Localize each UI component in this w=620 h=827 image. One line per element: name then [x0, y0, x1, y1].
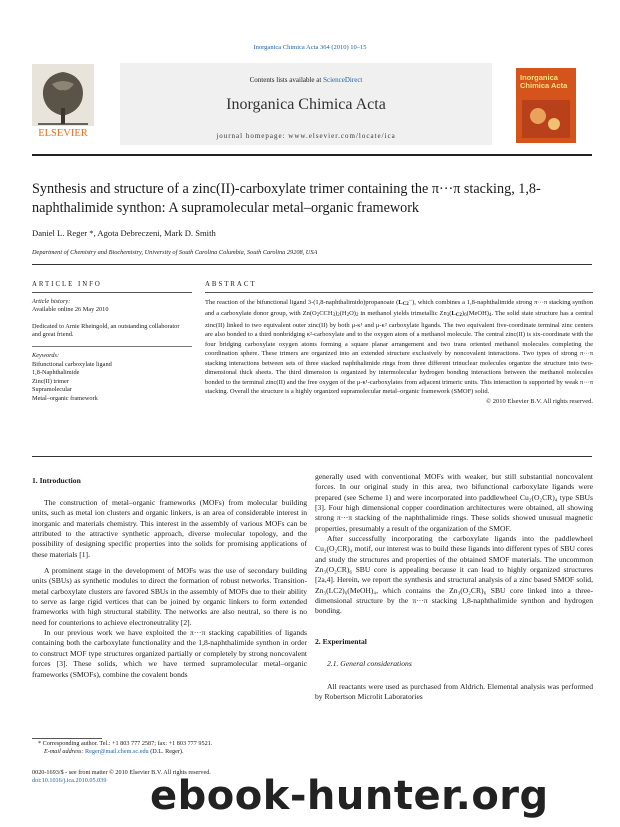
paragraph: All reactants were used as purchased from Aldrich. Elemental analysis was performed by Robertson Microlit Laboratories	[315, 681, 593, 701]
paragraph: A prominent stage in the development of MOFs was the use of secondary building units (SBUs) as synthetic modules to direct the formation of robust networks. Transition-metal carboxylate clusters are favored SBUs in the assembly of MOFs due to their ability to serve as large rigid vertices that can be joined by organic linkers to form extended frameworks with high structural stability. The networks are also neutral, so there is no need for counterions to achieve electroneutrality [2].	[32, 566, 307, 627]
body-right-column	[315, 472, 593, 702]
journal-reference[interactable]: Inorganica Chimica Acta 364 (2010) 10–15	[253, 44, 367, 51]
watermark-text: ebook-hunter.org	[150, 773, 549, 819]
abstract-bottom-rule	[32, 456, 592, 457]
abstract-heading: ABSTRACT	[205, 281, 257, 288]
cover-title-line-1: Inorganica	[520, 73, 558, 82]
journal-cover	[516, 68, 576, 143]
history-label: Article history:	[32, 298, 71, 305]
keyword: Metal–organic framework	[32, 394, 98, 402]
body-left-column	[32, 498, 307, 680]
footnote-rule	[32, 738, 102, 739]
issn-line: 0020-1693/$ - see front matter © 2010 Elsevier B.V. All rights reserved.	[32, 769, 211, 776]
email-link[interactable]: Reger@mail.chem.sc.edu	[85, 748, 149, 756]
paragraph: After successfully incorporating the carboxylate ligands into the paddlewheel Cu₂(O₂CR)₄ motif, our interest was to build these ligands into different types of SBU cores and study the structures and properties of the obtained SMOF materials. The uncommon Zn₃(O₂CR)₆ SBU core is appealing because it can lead to highly organized structures [2a,4]. Herein, we report the synthesis and structural analysis of a zinc based SMOF solid, Zn₃(LC2)₆(MeOH)₄, which contains the Zn₃(O₂CR)₆ SBU core linked into a three-dimensional structure by the π···π stacking 1,8-naphthalimide synthon and hydrogen bonding.	[315, 534, 593, 616]
paragraph: In our previous work we have exploited the π···π stacking capabilities of ligands containing both the carboxylate functionality and the 1,8-naphthalimide synthon in order to construct MOF type structures organized partially or completely by strong noncovalent forces [3]. These solids, which we have termed supramolecular metal–organic frameworks (SMOFs), combine the covalent bonds	[32, 628, 307, 679]
keyword: 1,8-Naphthalimide	[32, 369, 80, 377]
copyright: © 2010 Elsevier B.V. All rights reserved.	[486, 397, 593, 405]
intro-heading: 1. Introduction	[32, 476, 81, 485]
footnote	[32, 740, 307, 756]
elsevier-logo	[32, 64, 94, 142]
sciencedirect-link[interactable]: ScienceDirect	[323, 76, 363, 84]
email-line: E-mail address: Reger@mail.chem.sc.edu (D.L. Reger).	[44, 748, 184, 756]
elsevier-wordmark: ELSEVIER	[38, 128, 88, 139]
cover-title-line-2: Chimica Acta	[520, 81, 568, 90]
title-rule	[32, 264, 592, 265]
keyword: Supramolecular	[32, 386, 72, 394]
keywords-rule	[32, 346, 192, 347]
history-value: Available online 26 May 2010	[32, 306, 109, 313]
contents-line	[120, 76, 492, 84]
keywords-list	[32, 361, 192, 403]
keywords-label: Keywords:	[32, 352, 60, 359]
general-considerations-heading: 2.1. General considerations	[327, 659, 412, 669]
authors: Daniel L. Reger *, Agota Debreczeni, Mark D. Smith	[32, 228, 216, 238]
article-title: Synthesis and structure of a zinc(II)-carboxylate trimer containing the π···π stacking, 1,8-naphthalimide synthon: A supramolecular metal–organic framework	[32, 181, 541, 216]
affiliation: Department of Chemistry and Biochemistry, University of South Carolina Columbia, South Carolina 29208, USA	[32, 249, 318, 256]
article-info-rule	[32, 292, 192, 293]
experimental-heading: 2. Experimental	[315, 636, 367, 646]
keyword: Zinc(II) trimer	[32, 377, 69, 385]
journal-homepage[interactable]: journal homepage: www.elsevier.com/locate/ica	[216, 132, 396, 140]
journal-name: Inorganica Chimica Acta	[226, 96, 386, 113]
article-info-heading: ARTICLE INFO	[32, 281, 102, 288]
corresponding-author: * Corresponding author. Tel.: +1 803 777 2587; fax: +1 803 777 9521.	[38, 740, 213, 747]
contents-prefix: Contents lists available at	[249, 76, 324, 84]
paragraph: The construction of metal–organic frameworks (MOFs) from molecular building units, such as metal ion clusters and organic linkers, is an area of considerable interest in inorganic and materials chemistry. This interest in the assembly of various MOFs can be attributed to the attractive synthetic approach, diverse molecular topology, and the possibility of designing specific properties into the solids for promising applications of these materials [1].	[32, 498, 307, 559]
keyword: Bifunctional carboxylate ligand	[32, 361, 112, 368]
header-rule	[32, 154, 592, 156]
dedication: Dedicated to Arnie Rheingold, an outstanding collaborator and great friend.	[32, 323, 180, 339]
abstract-rule	[205, 292, 593, 293]
cover-art	[516, 94, 576, 144]
abstract-text: The reaction of the bifunctional ligand 3-(1,8-naphthalimido)propanoate $(L_{C2}^-)$, which combines a 1,8-naphthalimide strong π···π stacking synthon and a carboxylate donor group, with $Zn(O_2CCH_3)_2(H_2O)_2$ in methanol yields trimetallic $Zn_3(L_{C2})_6(MeOH)_4$. The solid state structure has a central zinc(II) linked to two equivalent outer zinc(II) by both μ-κ¹ and μ-κ² carboxylate ligands. The two equivalent five-coordinate terminal zinc centers are also bonded to a third nonbridging κ²-carboxylate and to the oxygen atom of a methanol molecule. The central zinc(II) is six-coordinate with the four bridging carboxylate oxygen atoms forming a square planar arrangement and two trans oriented methanol molecules completing the coordination sphere. These trimers are organized into an extended structure exclusively by noncovalent interactions. Two types of strong π···π stacking interactions between sets of three stacked naphthalimide rings from three different trinuclear molecules organize the structure into two-dimensional thick sheets. The third dimension is organized by intermolecular hydrogen bonding interactions between the methanol molecules bonded to the terminal zinc(II) and the free oxygen of the μ-κ¹-carboxylates from adjacent trimeric units. This interaction is supported by weak π···π stacking. Overall the structure is a highly organized supramolecular metal–organic framework (SMOF) solid. © 2010 Elsevier B.V. All rights reserved.	[205, 299, 594, 405]
doi-link[interactable]: doi:10.1016/j.ica.2010.05.039	[32, 777, 107, 785]
paragraph: generally used with conventional MOFs with weaker, but still substantial noncovalent forces. In our original study in this area, two bifunctional carboxylate ligands were prepared (see Scheme 1) and were incorporated into paddlewheel Cu₂(O₂CR)₄ type SBUs [3]. Four high dimensional copper coordination architectures were obtained, all showing strong π···π stacking of the naphthalimide rings. These solids showed unusual magnetic properties, presumably a result of the organization of the SMOF.	[315, 472, 593, 533]
